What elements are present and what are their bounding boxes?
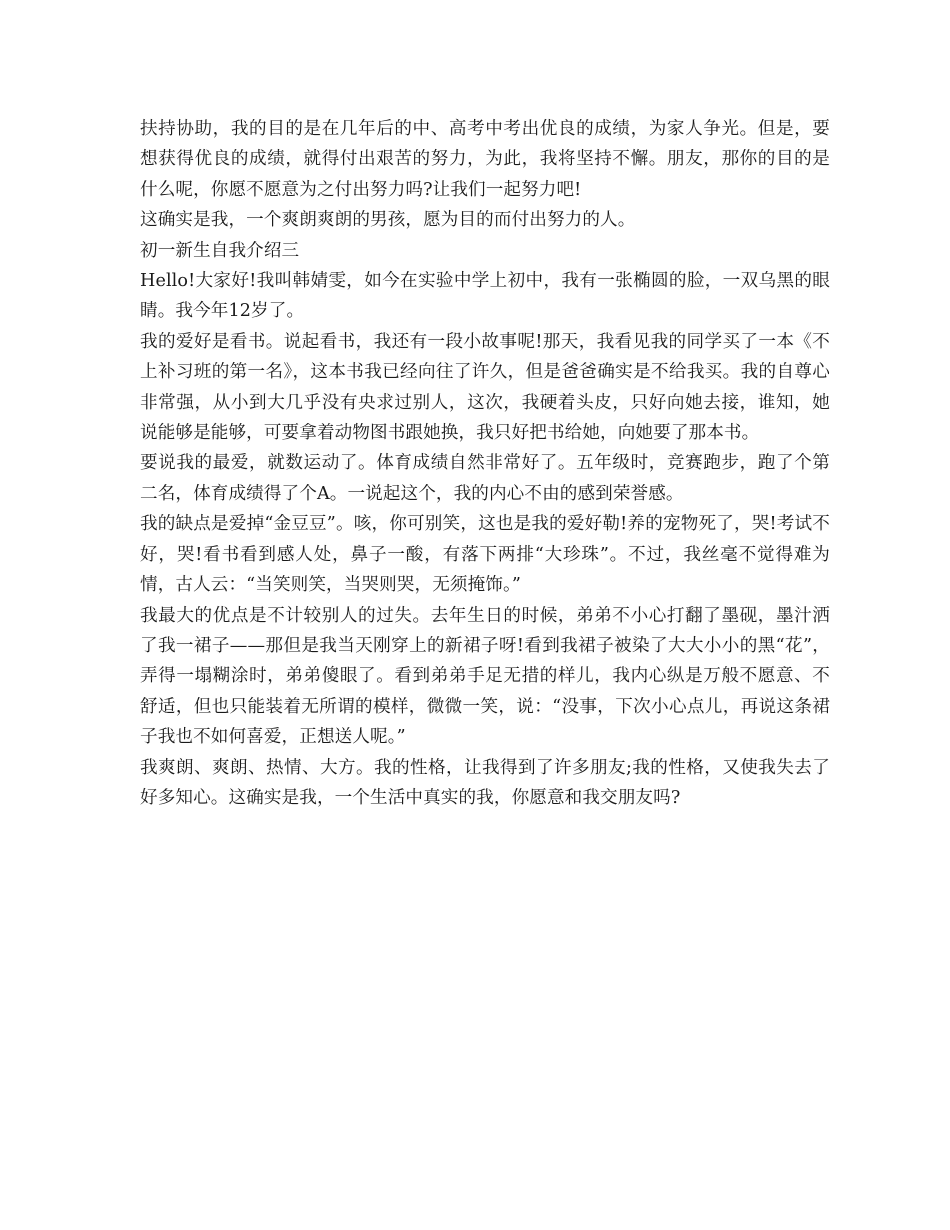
paragraph-conclusion: 这确实是我，一个爽朗爽朗的男孩，愿为目的而付出努力的人。: [140, 210, 636, 231]
paragraph-shortcoming: 我的缺点是爱掉“金豆豆”。咳，你可别笑，这也是我的爱好勒!养的宠物死了，哭!考试不好，哭!看书看到感人处，鼻子一酸，有落下两排“大珍珠”。不过，我丝毫不觉得难为情，古人云：“当笑则笑，当哭则哭，无须掩饰。”: [140, 514, 830, 596]
paragraph-intro: Hello!大家好!我叫韩婧雯，如今在实验中学上初中，我有一张椭圆的脸，一双乌黑的眼睛。我今年12岁了。: [140, 271, 830, 322]
paragraph-continuation: 扶持协助，我的目的是在几年后的中、高考中考出优良的成绩，为家人争光。但是，要想获得优良的成绩，就得付出艰苦的努力，为此，我将坚持不懈。朋友，那你的目的是什么呢，你愿不愿意为之付出努力吗?让我们一起努力吧!: [140, 119, 830, 200]
document-body: [140, 114, 830, 813]
paragraph-personality: 我爽朗、爽朗、热情、大方。我的性格，让我得到了许多朋友;我的性格，又使我失去了好多知心。这确实是我，一个生活中真实的我，你愿意和我交朋友吗?: [140, 757, 830, 808]
section-heading: 初一新生自我介绍三: [140, 240, 300, 261]
paragraph-hobby-reading: 我的爱好是看书。说起看书，我还有一段小故事呢!那天，我看见我的同学买了一本《不上补习班的第一名》，这本书我已经向往了许久，但是爸爸确实是不给我买。我的自尊心非常强，从小到大几乎没有央求过别人，这次，我硬着头皮，只好向她去接，谁知，她说能够是能够，可要拿着动物图书跟她换，我只好把书给她，向她要了那本书。: [140, 331, 830, 444]
paragraph-strength: 我最大的优点是不计较别人的过失。去年生日的时候，弟弟不小心打翻了墨砚，墨汁洒了我一裙子——那但是我当天刚穿上的新裙子呀!看到我裙子被染了大大小小的黑“花”，弄得一塌糊涂时，弟弟傻眼了。看到弟弟手足无措的样儿，我内心纵是万般不愿意、不舒适，但也只能装着无所谓的模样，微微一笑，说：“没事，下次小心点儿，再说这条裙子我也不如何喜爱，正想送人呢。”: [140, 605, 830, 748]
paragraph-sports: 要说我的最爱，就数运动了。体育成绩自然非常好了。五年级时，竞赛跑步，跑了个第二名，体育成绩得了个A。一说起这个，我的内心不由的感到荣誉感。: [140, 453, 830, 504]
